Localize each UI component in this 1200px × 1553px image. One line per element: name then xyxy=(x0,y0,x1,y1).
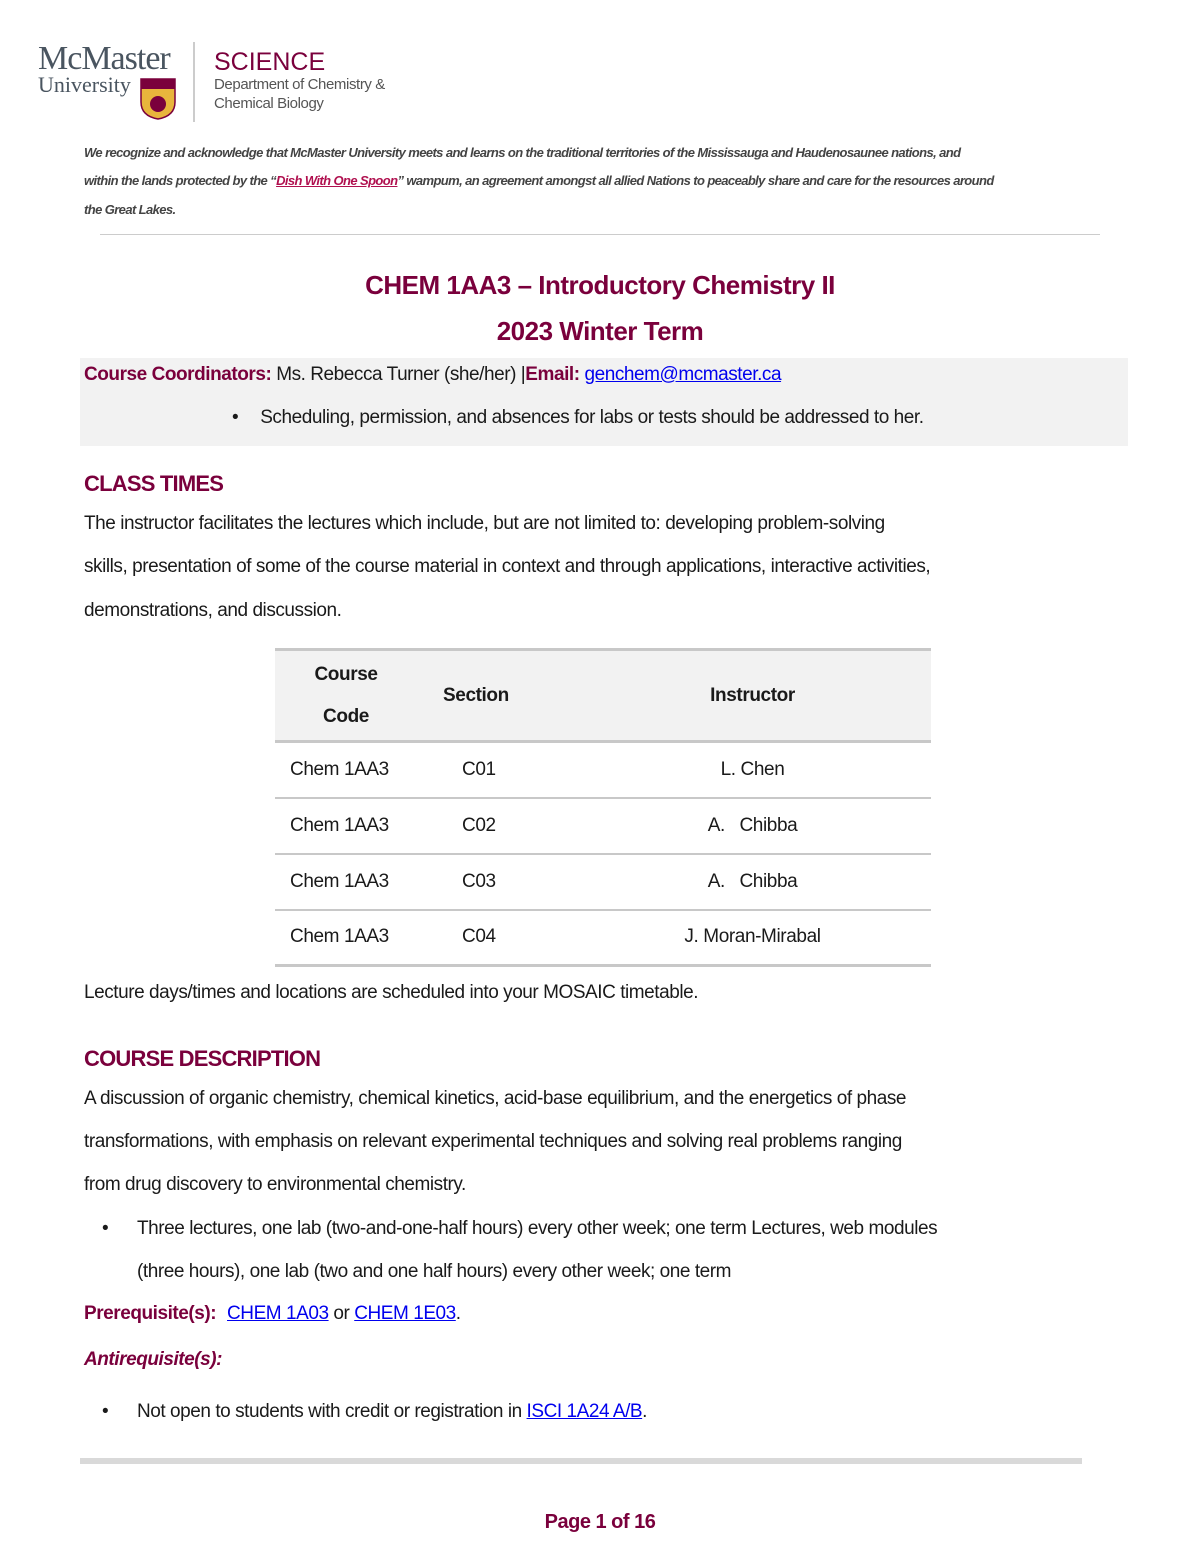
ack-text: within the lands protected by the “ xyxy=(84,173,277,188)
table-row xyxy=(275,798,931,854)
description-line: from drug discovery to environmental chemistry. xyxy=(84,1174,466,1195)
chem-1a03-link[interactable]: CHEM 1A03 xyxy=(227,1303,329,1324)
period-text: . xyxy=(455,1303,461,1324)
header-course-code: Course Code xyxy=(314,663,378,727)
table-row xyxy=(275,854,931,910)
dish-with-one-spoon-link[interactable]: Dish With One Spoon xyxy=(276,173,398,188)
page-number: Page 1 of 16 xyxy=(544,1511,656,1533)
description-bullet-line: (three hours), one lab (two and one half hours) every other week; one term xyxy=(137,1261,732,1282)
bullet-icon: • xyxy=(102,1218,109,1239)
cell-code: Chem 1AA3 xyxy=(290,870,389,892)
bullet-icon: • xyxy=(232,407,239,428)
prerequisites-line xyxy=(84,1303,461,1325)
antirequisites-line xyxy=(137,1401,647,1423)
sections-table xyxy=(275,648,931,967)
department-line1: Department of Chemistry & xyxy=(214,76,385,93)
coordinator-note xyxy=(232,407,924,429)
cell-code: Chem 1AA3 xyxy=(290,758,389,780)
lecture-times-note: Lecture days/times and locations are scheduled into your MOSAIC timetable. xyxy=(84,982,699,1003)
description-line: A discussion of organic chemistry, chemical kinetics, acid-base equilibrium, and the energetics of phase xyxy=(84,1088,907,1109)
faculty-name: SCIENCE xyxy=(214,48,326,76)
course-description-heading: COURSE DESCRIPTION xyxy=(84,1046,321,1071)
land-acknowledgement-line1: We recognize and acknowledge that McMaster University meets and learns on the traditional territories of the Mississauga and Haudenosaunee nations, and xyxy=(84,145,961,160)
cell-section: C01 xyxy=(462,758,496,780)
description-line: transformations, with emphasis on relevant experimental techniques and solving real problems ranging xyxy=(84,1131,902,1152)
divider xyxy=(100,234,1100,235)
cell-instructor: L. Chen xyxy=(720,758,785,780)
prerequisites-label: Prerequisite(s): xyxy=(84,1303,217,1324)
logo-divider xyxy=(193,42,195,122)
table-row xyxy=(275,742,931,798)
cell-instructor: A. Chibba xyxy=(707,870,798,892)
term-title: 2023 Winter Term xyxy=(496,316,704,346)
coordinator-label: Course Coordinators: xyxy=(84,364,272,385)
cell-section: C02 xyxy=(462,814,496,836)
cell-instructor: A. Chibba xyxy=(707,814,798,836)
university-logo-text: University xyxy=(38,72,131,97)
antirequisites-label: Antirequisite(s): xyxy=(84,1349,223,1370)
class-times-line: skills, presentation of some of the course material in context and through applications, interactive activities, xyxy=(84,556,931,577)
table-row xyxy=(275,910,931,966)
email-label: Email: xyxy=(525,364,580,385)
mcmaster-logo-text: McMaster xyxy=(38,40,170,77)
coordinator-note-text: Scheduling, permission, and absences for labs or tests should be addressed to her. xyxy=(260,407,924,428)
header-instructor: Instructor xyxy=(710,684,795,706)
crest-icon xyxy=(140,78,176,120)
cell-code: Chem 1AA3 xyxy=(290,814,389,836)
class-times-heading: CLASS TIMES xyxy=(84,471,224,496)
department-line2: Chemical Biology xyxy=(214,95,324,112)
header-section: Section xyxy=(443,684,509,706)
cell-section: C04 xyxy=(462,926,496,948)
isci-1a24-link[interactable]: ISCI 1A24 A/B xyxy=(526,1401,643,1422)
or-text: or xyxy=(328,1303,355,1324)
footer-divider xyxy=(80,1458,1082,1464)
coordinator-email-link[interactable]: genchem@mcmaster.ca xyxy=(584,364,782,385)
cell-code: Chem 1AA3 xyxy=(290,926,389,948)
ack-text: ” wampum, an agreement amongst all allied Nations to peaceably share and care for the resources around xyxy=(397,173,994,188)
cell-instructor: J. Moran-Mirabal xyxy=(684,926,821,948)
course-title: CHEM 1AA3 – Introductory Chemistry II xyxy=(365,270,835,300)
period-text: . xyxy=(642,1401,647,1422)
coordinator-name: Ms. Rebecca Turner (she/her) | xyxy=(276,364,526,385)
class-times-line: demonstrations, and discussion. xyxy=(84,600,342,621)
class-times-line: The instructor facilitates the lectures which include, but are not limited to: developing problem-solving xyxy=(84,513,885,534)
land-acknowledgement-line3: the Great Lakes. xyxy=(84,202,176,217)
coordinator-line xyxy=(84,364,781,386)
bullet-icon: • xyxy=(102,1401,109,1422)
description-bullet-line: Three lectures, one lab (two-and-one-half hours) every other week; one term Lectures, web modules xyxy=(137,1218,938,1239)
table-header-row xyxy=(275,650,931,742)
antireq-text: Not open to students with credit or registration in xyxy=(137,1401,527,1422)
cell-section: C03 xyxy=(462,870,496,892)
land-acknowledgement-line2 xyxy=(84,173,994,188)
chem-1e03-link[interactable]: CHEM 1E03 xyxy=(354,1303,456,1324)
